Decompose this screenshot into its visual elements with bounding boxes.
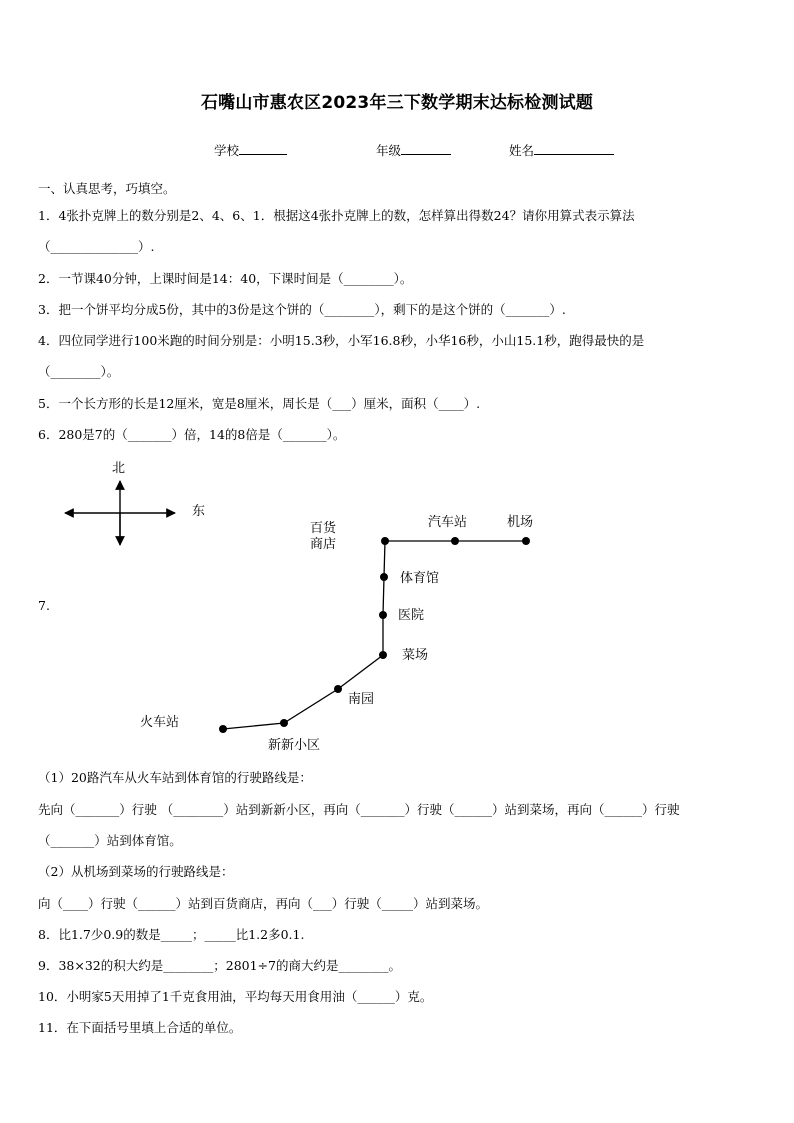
grade-blank[interactable]: [401, 142, 451, 155]
question-2: 2．一节课40分钟，上课时间是14：40，下课时间是（________）。: [38, 271, 413, 286]
gym-dot: [380, 573, 388, 581]
question-5: 5．一个长方形的长是12厘米，宽是8厘米，周长是（___）厘米，面积（____）.: [38, 396, 481, 411]
question-7-2-line-1: 向（____）行驶（______）站到百货商店，再向（___）行驶（_____）站到菜场。: [38, 896, 489, 911]
name-label: 姓名: [509, 143, 535, 158]
question-10: 10．小明家5天用掉了1千克食用油，平均每天用食用油（______）克。: [38, 989, 433, 1004]
airport-dot: [522, 537, 530, 545]
department-store-label-2: 商店: [310, 537, 337, 552]
grade-field: [376, 141, 451, 159]
vegetable-market-label: 菜场: [402, 648, 429, 663]
question-7-number: 7.: [38, 598, 50, 613]
question-7-1-line-1: 先向（_______）行驶 （________）站到新新小区，再向（_______）行驶（______）站到菜场，再向（______）行驶: [38, 802, 680, 817]
question-4-line-2: （________）。: [38, 364, 120, 379]
bus-station-dot: [451, 537, 459, 545]
question-8: 8．比1.7少0.9的数是_____；_____比1.2多0.1.: [38, 927, 305, 942]
question-7-1-heading: （1）20路汽车从火车站到体育馆的行驶路线是：: [38, 770, 312, 785]
question-4-line-1: 4．四位同学进行100米跑的时间分别是：小明15.3秒，小军16.8秒，小华16秒，小山15.1秒，跑得最快的是: [38, 333, 645, 348]
question-1-line-1: 1．4张扑克牌上的数分别是2、4、6、1．根据这4张扑克牌上的数，怎样算出得数24？请你用算式表示算法: [38, 208, 635, 223]
section-heading: 一、认真思考，巧填空。: [38, 181, 176, 196]
hospital-dot: [379, 611, 387, 619]
grade-label: 年级: [376, 143, 402, 158]
question-11: 11．在下面括号里填上合适的单位。: [38, 1020, 242, 1035]
name-field: [509, 141, 614, 159]
compass-east-label: 东: [192, 504, 206, 519]
school-field: [214, 141, 287, 159]
vegetable-market-dot: [379, 651, 387, 659]
compass-north-label: 北: [112, 461, 126, 476]
compass: [65, 461, 205, 545]
park-label: 南园: [348, 692, 375, 707]
community-dot: [280, 719, 288, 727]
question-7-2-heading: （2）从机场到菜场的行驶路线是：: [38, 864, 234, 879]
question-6: 6．280是7的（_______）倍，14的8倍是（_______）。: [38, 427, 346, 442]
question-9: 9．38×32的积大约是________；2801÷7的商大约是________。: [38, 958, 401, 973]
bus-station-label: 汽车站: [428, 515, 468, 530]
route-map: [60, 455, 580, 755]
question-3: 3．把一个饼平均分成5份，其中的3份是这个饼的（________），剩下的是这个饼的（_______）.: [38, 302, 566, 317]
school-blank[interactable]: [239, 142, 287, 155]
question-1-line-2: （______________）.: [38, 239, 155, 254]
train-station-label: 火车站: [140, 715, 180, 730]
route-lines: [223, 541, 526, 729]
exam-title: 石嘴山市惠农区2023年三下数学期末达标检测试题: [200, 93, 594, 113]
name-blank[interactable]: [534, 142, 614, 155]
station-labels: [140, 514, 533, 753]
department-store-dot: [381, 537, 389, 545]
department-store-label-1: 百货: [310, 521, 337, 536]
gym-label: 体育馆: [400, 571, 440, 586]
hospital-label: 医院: [398, 608, 425, 623]
park-dot: [334, 685, 342, 693]
community-label: 新新小区: [268, 738, 321, 753]
station-dots: [219, 537, 530, 733]
train-station-dot: [219, 725, 227, 733]
airport-label: 机场: [507, 515, 534, 530]
school-label: 学校: [214, 143, 240, 158]
question-7-1-line-2: （_______）站到体育馆。: [38, 833, 182, 848]
